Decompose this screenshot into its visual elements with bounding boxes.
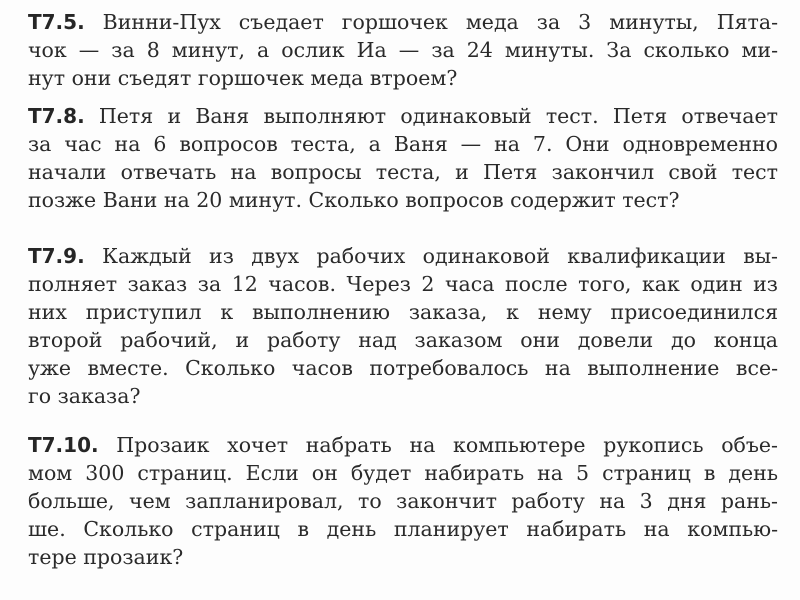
- problem-line: второй рабочий, и работу над заказом они довели до конца: [28, 328, 778, 352]
- problem-line: них приступил к выполнению заказа, к нему присоединился: [28, 300, 778, 324]
- problem-line: за час на 6 вопросов теста, а Ваня — на 7. Они одновременно: [28, 132, 778, 156]
- problem-line: го заказа?: [28, 384, 141, 408]
- problem-t7-9: [28, 242, 778, 410]
- problem-line: [28, 431, 778, 459]
- problem-line: тере прозаик?: [28, 545, 184, 569]
- problem-line: больше, чем запланировал, то закончит работу на 3 дня рань-: [28, 489, 778, 513]
- problem-line: позже Вани на 20 минут. Сколько вопросов содержит тест?: [28, 188, 680, 212]
- problem-number: Т7.8.: [28, 104, 85, 128]
- problem-line: [28, 242, 778, 270]
- problem-line: [28, 8, 778, 36]
- problem-number: Т7.5.: [28, 10, 85, 34]
- problem-text: Прозаик хочет набрать на компьютере рукопись объе-: [116, 433, 778, 457]
- problem-line: мом 300 страниц. Если он будет набирать на 5 страниц в день: [28, 461, 778, 485]
- problem-t7-5: [28, 8, 778, 92]
- problem-t7-10: [28, 431, 778, 571]
- problem-line: нут они съедят горшочек меда втроем?: [28, 66, 458, 90]
- problem-line: чок — за 8 минут, а ослик Иа — за 24 минуты. За сколько ми-: [28, 38, 778, 62]
- problem-line: [28, 102, 778, 130]
- problem-number: Т7.9.: [28, 244, 85, 268]
- problem-line: уже вместе. Сколько часов потребовалось на выполнение все-: [28, 356, 778, 380]
- problem-line: начали отвечать на вопросы теста, и Петя закончил свой тест: [28, 160, 778, 184]
- problem-line: полняет заказ за 12 часов. Через 2 часа после того, как один из: [28, 272, 778, 296]
- problem-text: Петя и Ваня выполняют одинаковый тест. Петя отвечает: [98, 104, 778, 128]
- problem-line: ше. Сколько страниц в день планирует набирать на компью-: [28, 517, 778, 541]
- problem-text: Каждый из двух рабочих одинаковой квалификации вы-: [102, 244, 778, 268]
- problem-text: Винни-Пух съедает горшочек меда за 3 минуты, Пята-: [102, 10, 778, 34]
- problem-t7-8: [28, 102, 778, 214]
- problem-number: Т7.10.: [28, 433, 99, 457]
